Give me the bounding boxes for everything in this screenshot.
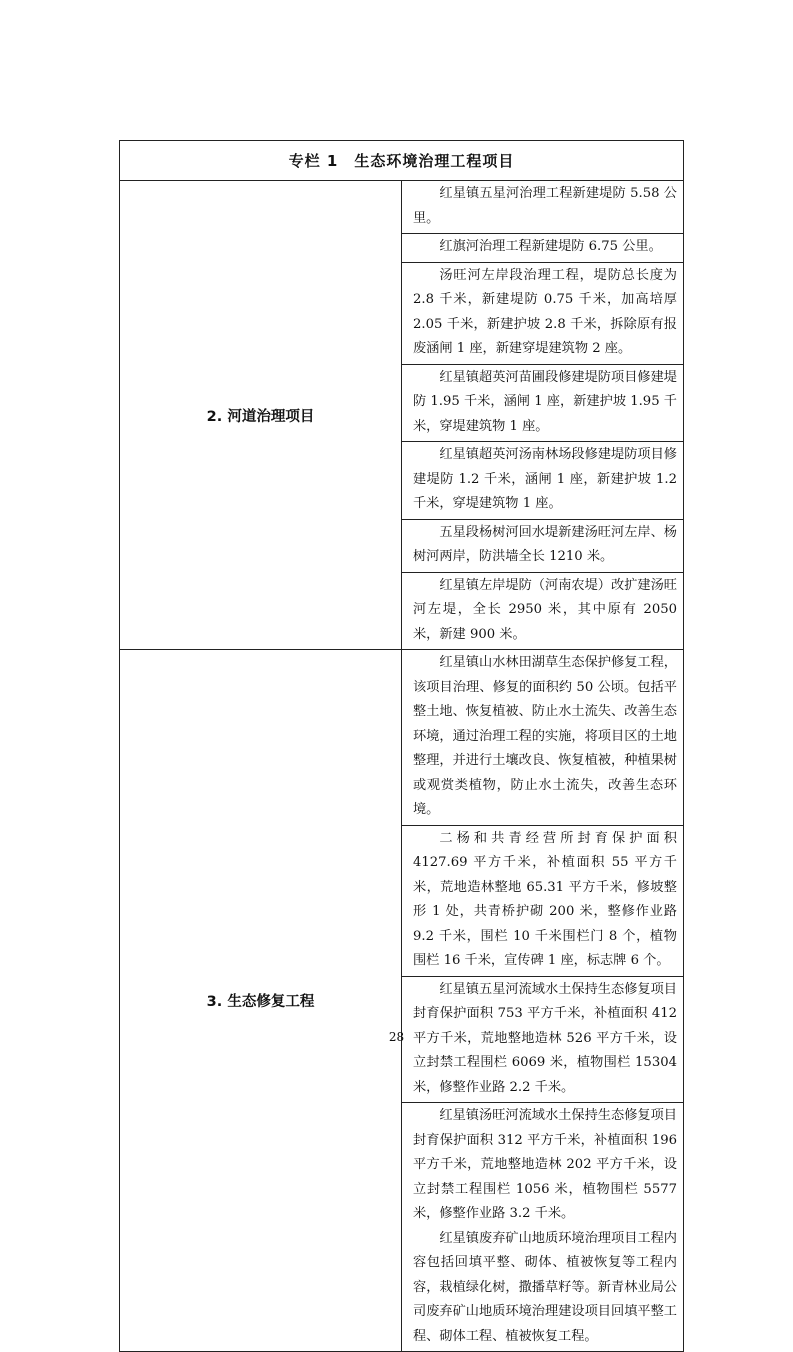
project-table: [119, 140, 684, 1352]
project-item: [402, 181, 684, 234]
item-text: 红旗河治理工程新建堤防 6.75 公里。: [439, 239, 662, 254]
project-item: [402, 572, 684, 650]
project-item: [402, 364, 684, 442]
item-text: 红星镇废弃矿山地质环境治理项目工程内容包括回填平整、砌体、植被恢复等工程内容，栽植绿化树，撒播草籽等。新青林业局公司废弃矿山地质环境治理建设项目回填平整工程、砌体工程、植被恢复工程。: [413, 1230, 677, 1344]
category-ecological-restoration: 3. 生态修复工程: [120, 650, 402, 1352]
item-text: 红星镇五星河治理工程新建堤防 5.58 公里。: [413, 186, 677, 226]
item-text: 红星镇左岸堤防（河南农堤）改扩建汤旺河左堤，全长 2950 米，其中原有 2050 米，新建 900 米。: [413, 577, 677, 642]
table-row: [120, 181, 684, 234]
item-text: 红星镇超英河汤南林场段修建堤防项目修建堤防 1.2 千米，涵闸 1 座，新建护坡 1.2 千米，穿堤建筑物 1 座。: [413, 447, 677, 511]
project-item: [402, 442, 684, 520]
project-item: [402, 650, 684, 826]
table-title: 专栏 1 生态环境治理工程项目: [120, 141, 684, 181]
project-item: [402, 825, 684, 976]
item-text: 红星镇汤旺河流域水土保持生态修复项目封育保护面积 312 平方千米，补植面积 196 平方千米，荒地整地造林 202 平方千米，设立封禁工程围栏 1056 米，植物围栏 5577 米，修整作业路 3.2 千米。: [413, 1108, 677, 1221]
item-text: 二杨和共青经营所封育保护面积 4127.69 平方千米，补植面积 55 平方千米，荒地造林整地 65.31 平方千米，修坡整形 1 处，共青桥护砌 200 米，整修作业路 9.2 千米，围栏 10 千米围栏门 8 个，植物围栏 16 千米，宣传碑 1 座，标志牌 6 个。: [413, 830, 677, 968]
project-item: [402, 262, 684, 364]
table-header-row: [120, 141, 684, 181]
item-text: 五星段杨树河回水堤新建汤旺河左岸、杨树河两岸，防洪墙全长 1210 米。: [413, 524, 677, 564]
item-text: 红星镇山水林田湖草生态保护修复工程，该项目治理、修复的面积约 50 公顷。包括平整土地、恢复植被、防止水土流失、改善生态环境，通过治理工程的实施，将项目区的土地整理，并进行土壤改良、恢复植被，种植果树或观赏类植物，防止水土流失，改善生态环境。: [413, 655, 677, 817]
project-item: [402, 1103, 684, 1352]
page-number: 28: [388, 1030, 405, 1044]
item-text: 红星镇超英河苗圃段修建堤防项目修建堤防 1.95 千米，涵闸 1 座，新建护坡 1.95 千米，穿堤建筑物 1 座。: [413, 369, 677, 434]
item-text: 汤旺河左岸段治理工程，堤防总长度为 2.8 千米，新建堤防 0.75 千米，加高培厚 2.05 千米，新建护坡 2.8 千米，拆除原有报废涵闸 1 座，新建穿堤建筑物 2 座。: [413, 267, 677, 356]
item-text: 红星镇五星河流域水土保持生态修复项目封育保护面积 753 平方千米，补植面积 412 平方千米，荒地整地造林 526 平方千米，设立封禁工程围栏 6069 米，植物围栏 15304 米，修整作业路 2.2 千米。: [413, 981, 677, 1095]
table-row: [120, 650, 684, 826]
project-item: [402, 234, 684, 263]
project-item: [402, 519, 684, 572]
category-river-management: 2. 河道治理项目: [120, 181, 402, 650]
